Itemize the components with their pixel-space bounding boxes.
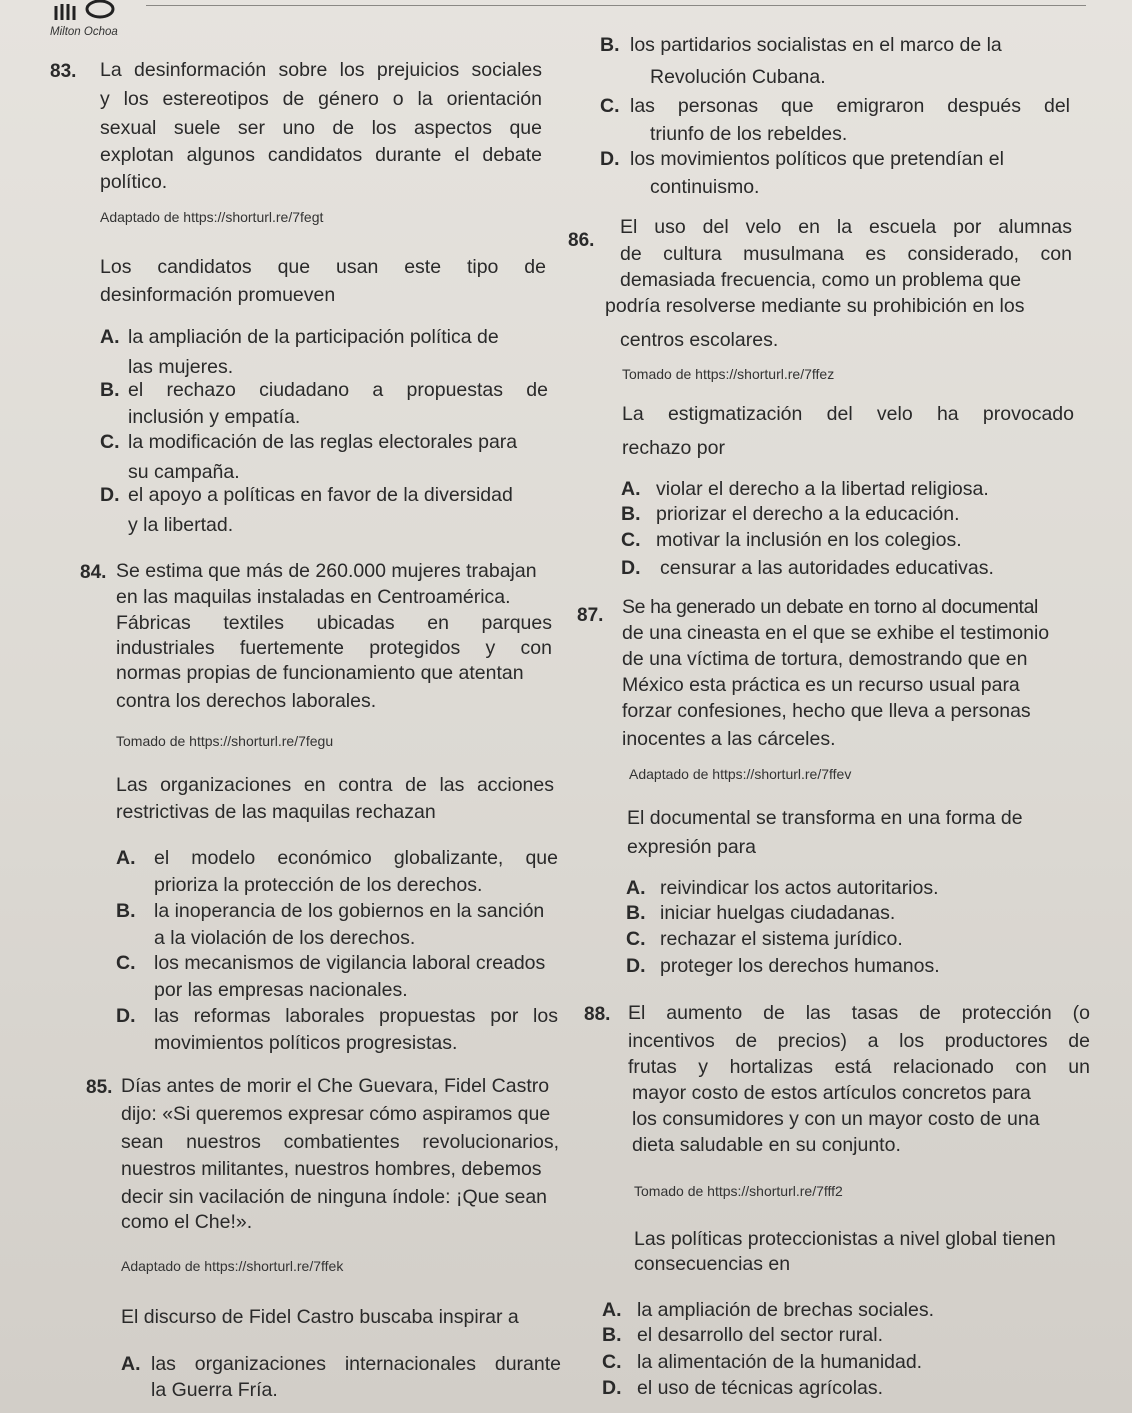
option-text: la ampliación de brechas sociales. [637,1299,934,1321]
logo-mark [52,0,118,22]
stem-line: normas propias de funcionamiento que atentan [116,662,524,684]
option-text: movimientos políticos progresistas. [154,1032,458,1054]
question-prompt: El discurso de Fidel Castro buscaba inspirar a [121,1306,519,1328]
option-text: las reformas laborales propuestas por los [154,1005,558,1027]
question-prompt: rechazo por [622,437,725,459]
option-letter: A. [626,877,646,899]
option-text: triunfo de los rebeldes. [650,123,848,145]
stem-line: en las maquilas instaladas en Centroamérica. [116,586,511,608]
stem-line: industriales fuertemente protegidos y con [116,637,552,659]
option-letter: C. [600,95,620,117]
option-text: priorizar el derecho a la educación. [656,503,960,525]
option-text: las organizaciones internacionales durante [151,1353,561,1375]
option-text: el modelo económico globalizante, que [154,847,558,869]
option-letter: B. [602,1324,622,1346]
question-number: 88. [584,1004,611,1025]
option-letter: D. [621,557,641,579]
stem-line: frutas y hortalizas está relacionado con un [628,1056,1090,1078]
stem-line: como el Che!». [121,1211,253,1233]
stem-line: dijo: «Si queremos expresar cómo aspiramos que [121,1103,551,1125]
option-letter: C. [100,431,120,453]
option-letter: C. [621,529,641,551]
option-text: las personas que emigraron después del [630,95,1070,117]
option-text: el uso de técnicas agrícolas. [637,1377,884,1399]
option-text: las mujeres. [128,356,234,378]
option-text: motivar la inclusión en los colegios. [656,529,962,551]
header-rule [146,5,1086,6]
option-text: por las empresas nacionales. [154,979,408,1001]
stem-line: El aumento de las tasas de protección (o [628,1002,1090,1024]
option-text: reivindicar los actos autoritarios. [660,877,939,899]
stem-line: Fábricas textiles ubicadas en parques [116,612,552,634]
option-text: iniciar huelgas ciudadanas. [660,902,896,924]
question-prompt: Los candidatos que usan este tipo de [100,256,546,278]
source-citation: Tomado de https://shorturl.re/7ffez [622,366,835,382]
option-text: los movimientos políticos que pretendían el [630,148,1004,170]
option-text: la ampliación de la participación política de [128,326,499,348]
option-text: la inoperancia de los gobiernos en la sanción [154,900,545,922]
option-letter: D. [602,1377,622,1399]
question-prompt: La estigmatización del velo ha provocado [622,403,1074,425]
option-letter: B. [600,34,620,56]
option-letter: B. [626,902,646,924]
stem-line: nuestros militantes, nuestros hombres, debemos [121,1158,542,1180]
stem-line: político. [100,171,168,193]
option-text: censurar a las autoridades educativas. [660,557,994,579]
option-text: violar el derecho a la libertad religiosa. [656,478,989,500]
option-letter: C. [116,952,136,974]
stem-line: de cultura musulmana es considerado, con [620,243,1072,265]
stem-line: La desinformación sobre los prejuicios sociales [100,59,542,81]
stem-line: Días antes de morir el Che Guevara, Fidel Castro [121,1075,550,1097]
stem-line: podría resolverse mediante su prohibición en los [605,295,1025,317]
stem-line: sean nuestros combatientes revolucionarios, [121,1131,559,1153]
option-text: prioriza la protección de los derechos. [154,874,483,896]
stem-line: los consumidores y con un mayor costo de una [632,1108,1040,1130]
stem-line: inocentes a las cárceles. [622,728,836,750]
option-text: inclusión y empatía. [128,406,301,428]
stem-line: explotan algunos candidatos durante el debate [100,144,542,166]
option-text: el desarrollo del sector rural. [637,1324,884,1346]
question-prompt: restrictivas de las maquilas rechazan [116,801,436,823]
stem-line: Se estima que más de 260.000 mujeres trabajan [116,560,537,582]
option-letter: D. [100,484,120,506]
option-text: los mecanismos de vigilancia laboral creados [154,952,546,974]
question-number: 87. [577,605,604,626]
stem-line: mayor costo de estos artículos concretos para [632,1082,1031,1104]
option-text: la modificación de las reglas electorales para [128,431,518,453]
option-letter: C. [602,1351,622,1373]
stem-line: y los estereotipos de género o la orientación [100,88,542,110]
option-text: rechazar el sistema jurídico. [660,928,903,950]
option-letter: B. [621,503,641,525]
question-prompt: El documental se transforma en una forma de [627,807,1023,829]
stem-line: demasiada frecuencia, como un problema que [620,269,1022,291]
question-number: 84. [80,562,107,583]
option-letter: D. [626,955,646,977]
source-citation: Adaptado de https://shorturl.re/7fegt [100,209,324,225]
stem-line: El uso del velo en la escuela por alumnas [620,216,1072,238]
option-letter: B. [100,379,120,401]
option-letter: D. [116,1005,136,1027]
question-number: 85. [86,1077,113,1098]
option-text: el apoyo a políticas en favor de la diversidad [128,484,513,506]
question-number: 86. [568,230,595,251]
stem-line: dieta saludable en su conjunto. [632,1134,901,1156]
stem-line: de una víctima de tortura, demostrando que en [622,648,1028,670]
question-number: 83. [50,61,77,82]
question-prompt: Las políticas proteccionistas a nivel global tienen [634,1228,1056,1250]
stem-line: sexual suele ser uno de los aspectos que [100,117,542,139]
option-letter: B. [116,900,136,922]
option-text: Revolución Cubana. [650,66,826,88]
question-prompt: consecuencias en [634,1253,791,1275]
option-text: a la violación de los derechos. [154,927,416,949]
option-text: la alimentación de la humanidad. [637,1351,923,1373]
option-text: y la libertad. [128,514,234,536]
option-letter: A. [100,326,120,348]
option-text: el rechazo ciudadano a propuestas de [128,379,548,401]
source-citation: Adaptado de https://shorturl.re/7ffev [629,766,852,782]
option-letter: A. [621,478,641,500]
stem-line: centros escolares. [620,329,779,351]
source-citation: Adaptado de https://shorturl.re/7ffek [121,1258,344,1274]
stem-line: decir sin vacilación de ninguna índole: ¡Que sean [121,1186,548,1208]
stem-line: Se ha generado un debate en torno al documental [622,596,1038,618]
option-text: los partidarios socialistas en el marco de la [630,34,1002,56]
stem-line: México esta práctica es un recurso usual para [622,674,1020,696]
stem-line: forzar confesiones, hecho que lleva a personas [622,700,1031,722]
source-citation: Tomado de https://shorturl.re/7fegu [116,733,334,749]
stem-line: incentivos de precios) a los productores de [628,1030,1090,1052]
option-letter: A. [602,1299,622,1321]
option-letter: C. [626,928,646,950]
author-name: Milton Ochoa [50,26,118,38]
option-text: proteger los derechos humanos. [660,955,940,977]
stem-line: contra los derechos laborales. [116,690,377,712]
question-prompt: Las organizaciones en contra de las acciones [116,774,554,796]
question-prompt: expresión para [627,836,756,858]
source-citation: Tomado de https://shorturl.re/7fff2 [634,1183,843,1199]
question-prompt: desinformación promueven [100,284,336,306]
option-letter: D. [600,148,620,170]
option-text: su campaña. [128,461,240,483]
stem-line: de una cineasta en el que se exhibe el testimonio [622,622,1050,644]
option-letter: A. [121,1353,141,1375]
option-text: la Guerra Fría. [151,1379,278,1401]
option-letter: A. [116,847,136,869]
option-text: continuismo. [650,176,760,198]
